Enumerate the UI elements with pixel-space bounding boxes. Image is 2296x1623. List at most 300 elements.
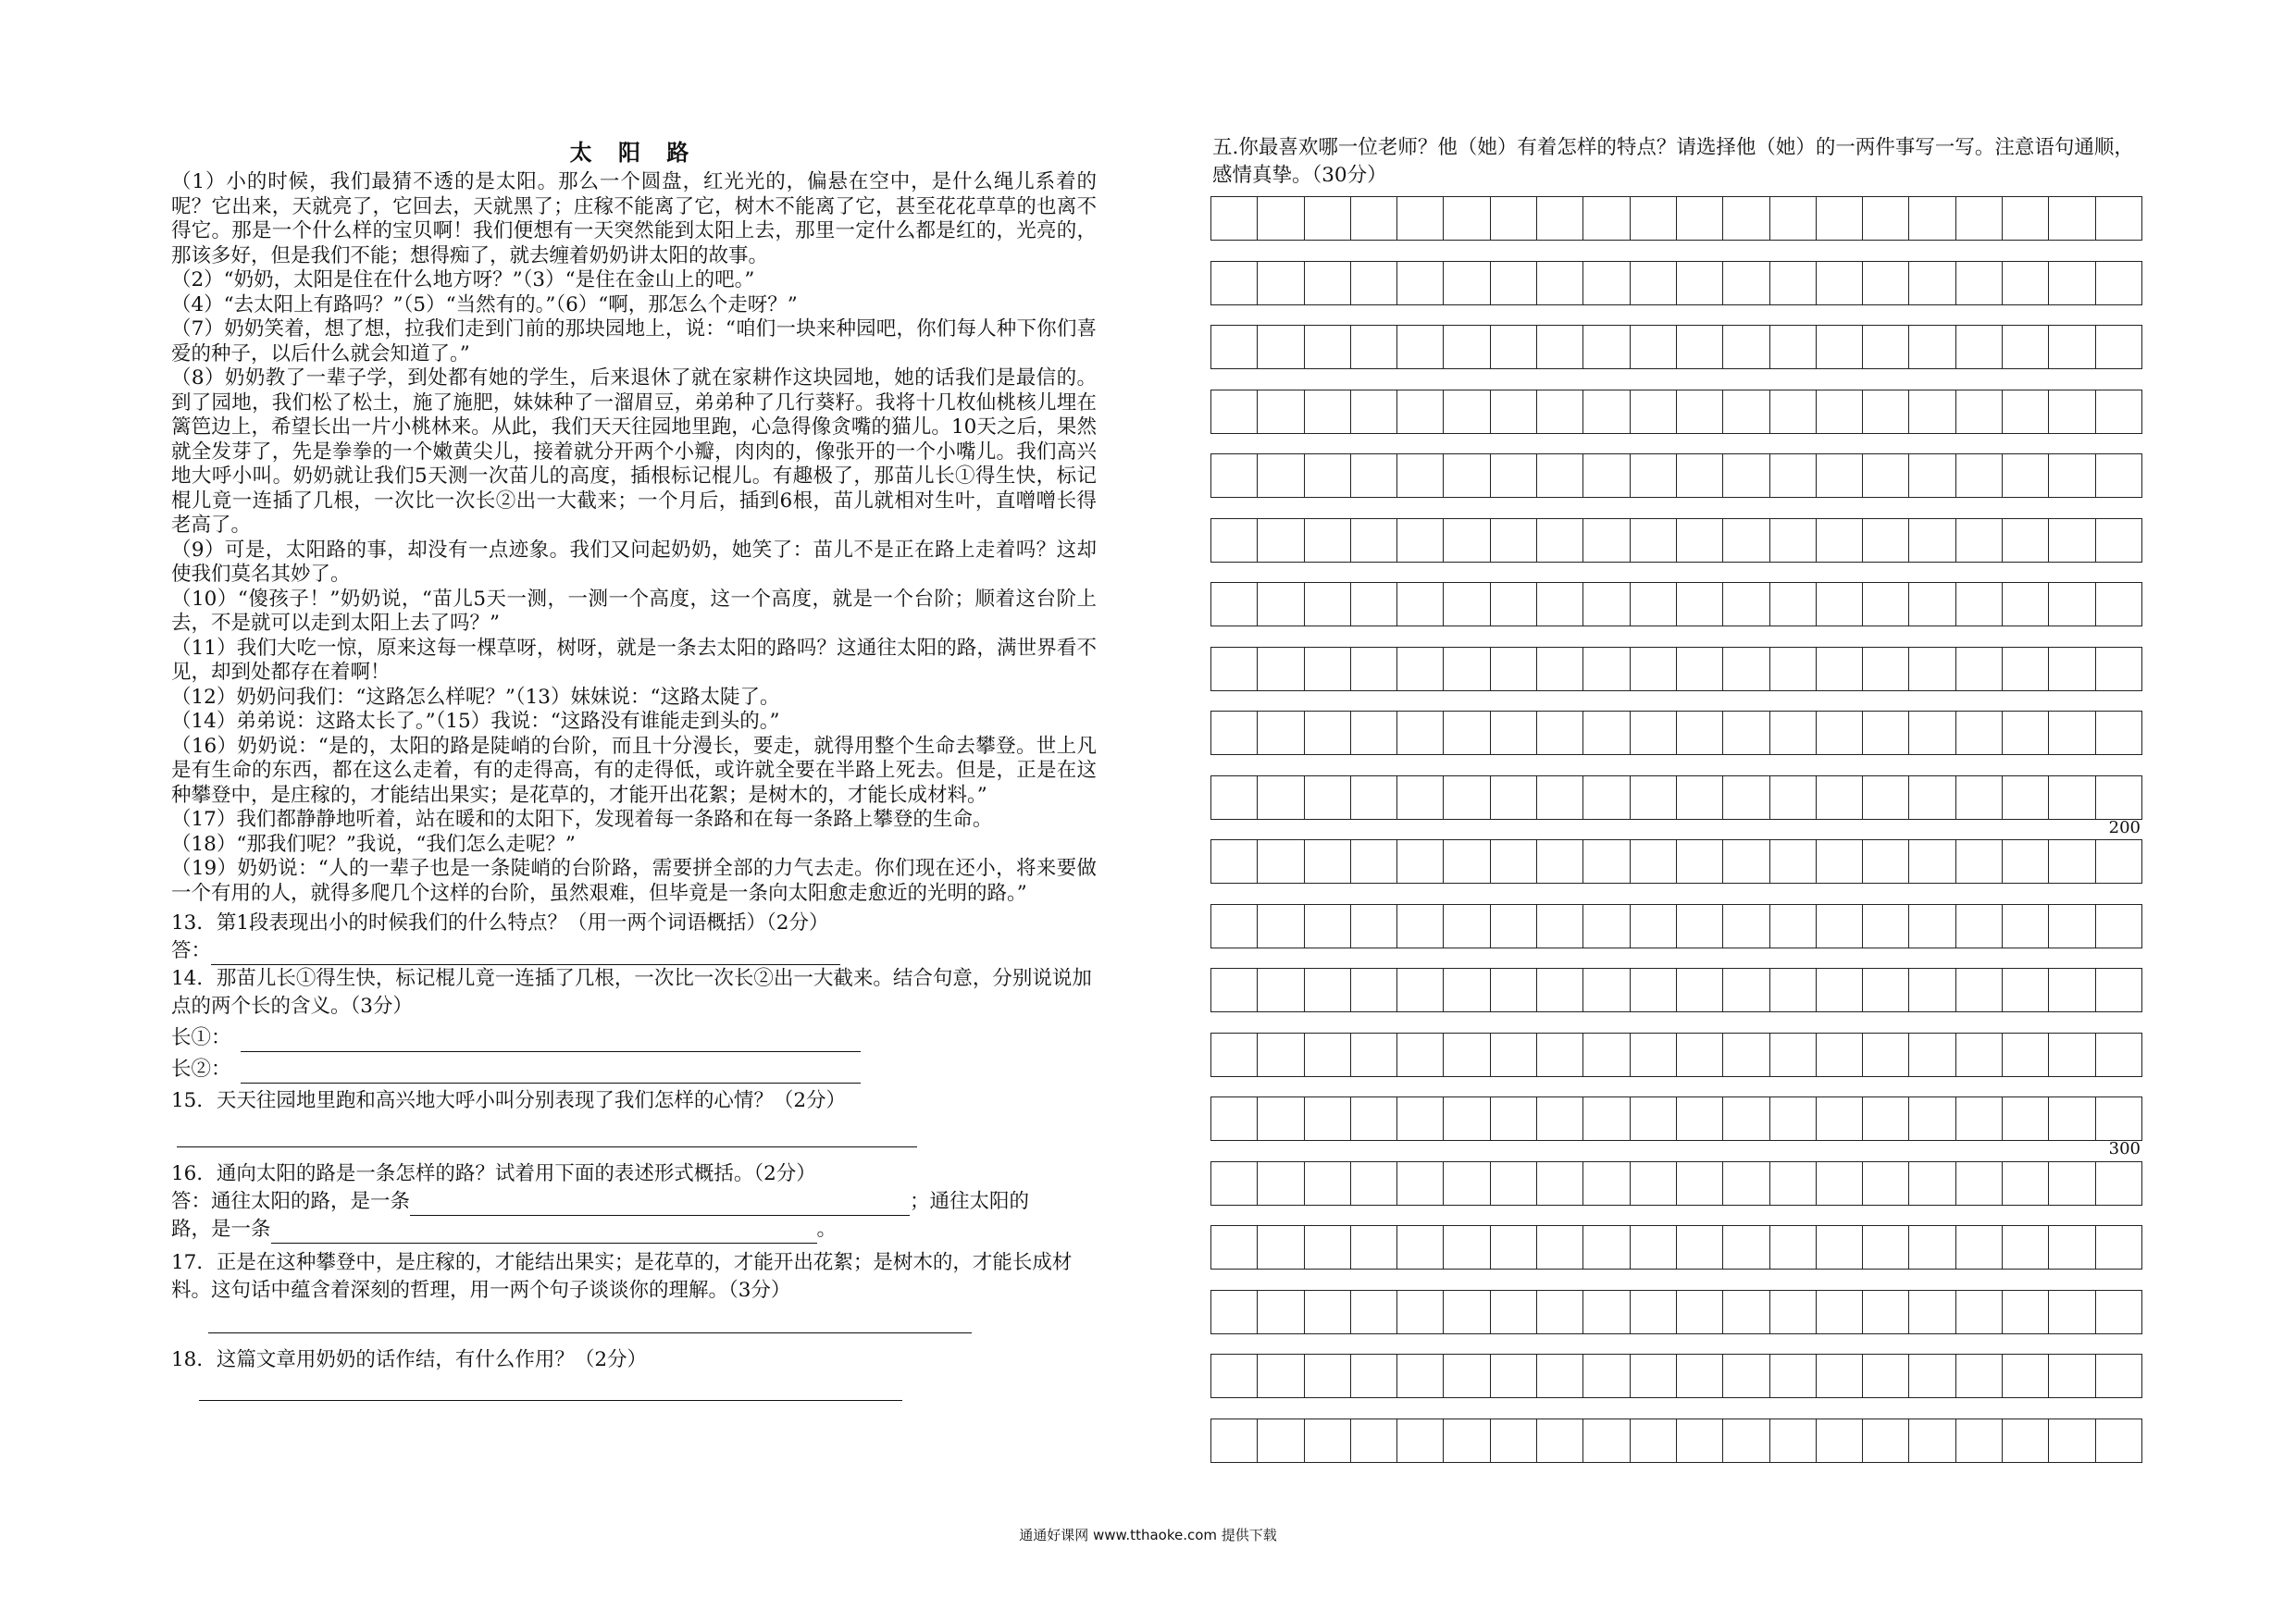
grid-cell[interactable]: [1909, 326, 1955, 368]
grid-cell[interactable]: [1770, 1034, 1817, 1076]
grid-cell[interactable]: [1351, 454, 1397, 497]
grid-cell[interactable]: [2049, 648, 2095, 690]
grid-cell[interactable]: [1583, 840, 1630, 883]
grid-row[interactable]: [1210, 453, 2142, 498]
grid-cell[interactable]: [1770, 262, 1817, 304]
grid-cell[interactable]: [1956, 776, 2003, 819]
grid-row[interactable]: [1210, 775, 2142, 820]
grid-cell[interactable]: [1817, 776, 1863, 819]
grid-cell[interactable]: [2096, 197, 2141, 240]
grid-cell[interactable]: [2003, 1291, 2049, 1333]
grid-cell[interactable]: [1909, 1291, 1955, 1333]
grid-cell[interactable]: [1444, 648, 1490, 690]
grid-cell[interactable]: [1258, 1291, 1304, 1333]
grid-cell[interactable]: [1677, 390, 1723, 433]
grid-cell[interactable]: [2003, 1097, 2049, 1140]
grid-row[interactable]: [1210, 1354, 2142, 1398]
grid-cell[interactable]: [2003, 1226, 2049, 1269]
grid-cell[interactable]: [1909, 1355, 1955, 1397]
grid-cell[interactable]: [2096, 262, 2141, 304]
grid-cell[interactable]: [1583, 454, 1630, 497]
grid-cell[interactable]: [2049, 840, 2095, 883]
grid-cell[interactable]: [1723, 840, 1769, 883]
grid-cell[interactable]: [1211, 1226, 1258, 1269]
grid-cell[interactable]: [1305, 197, 1351, 240]
grid-cell[interactable]: [1491, 262, 1537, 304]
grid-row[interactable]: [1210, 904, 2142, 948]
grid-cell[interactable]: [1723, 1291, 1769, 1333]
grid-cell[interactable]: [1444, 1291, 1490, 1333]
grid-cell[interactable]: [1397, 262, 1444, 304]
grid-cell[interactable]: [1863, 1291, 1909, 1333]
grid-cell[interactable]: [1817, 1291, 1863, 1333]
grid-cell[interactable]: [1631, 454, 1677, 497]
grid-cell[interactable]: [1491, 454, 1537, 497]
grid-cell[interactable]: [1631, 1291, 1677, 1333]
grid-cell[interactable]: [1537, 648, 1583, 690]
grid-cell[interactable]: [1397, 390, 1444, 433]
grid-cell[interactable]: [1770, 969, 1817, 1011]
grid-cell[interactable]: [1723, 776, 1769, 819]
grid-cell[interactable]: [1631, 969, 1677, 1011]
grid-cell[interactable]: [1583, 1226, 1630, 1269]
grid-cell[interactable]: [1491, 648, 1537, 690]
grid-cell[interactable]: [1631, 1162, 1677, 1205]
grid-cell[interactable]: [1677, 969, 1723, 1011]
grid-cell[interactable]: [1537, 969, 1583, 1011]
grid-cell[interactable]: [1211, 840, 1258, 883]
grid-cell[interactable]: [1491, 1034, 1537, 1076]
grid-cell[interactable]: [1770, 1419, 1817, 1462]
grid-cell[interactable]: [1770, 390, 1817, 433]
grid-cell[interactable]: [1258, 1355, 1304, 1397]
grid-cell[interactable]: [1817, 197, 1863, 240]
grid-cell[interactable]: [1677, 1097, 1723, 1140]
grid-cell[interactable]: [1909, 262, 1955, 304]
grid-cell[interactable]: [1397, 1162, 1444, 1205]
grid-cell[interactable]: [1351, 1355, 1397, 1397]
grid-cell[interactable]: [1397, 1226, 1444, 1269]
grid-cell[interactable]: [1491, 1097, 1537, 1140]
grid-cell[interactable]: [1770, 1355, 1817, 1397]
grid-cell[interactable]: [1909, 390, 1955, 433]
grid-cell[interactable]: [1444, 1034, 1490, 1076]
grid-cell[interactable]: [2003, 519, 2049, 562]
grid-cell[interactable]: [1863, 390, 1909, 433]
grid-cell[interactable]: [1211, 326, 1258, 368]
grid-cell[interactable]: [2049, 1034, 2095, 1076]
grid-cell[interactable]: [2049, 197, 2095, 240]
grid-cell[interactable]: [2003, 712, 2049, 754]
grid-cell[interactable]: [1631, 1226, 1677, 1269]
grid-cell[interactable]: [1631, 1355, 1677, 1397]
grid-cell[interactable]: [1537, 776, 1583, 819]
grid-cell[interactable]: [2003, 1162, 2049, 1205]
grid-cell[interactable]: [1863, 583, 1909, 626]
grid-cell[interactable]: [1770, 712, 1817, 754]
grid-cell[interactable]: [1631, 840, 1677, 883]
grid-row[interactable]: [1210, 1225, 2142, 1270]
grid-cell[interactable]: [2096, 1419, 2141, 1462]
grid-cell[interactable]: [1956, 326, 2003, 368]
grid-cell[interactable]: [2003, 648, 2049, 690]
grid-cell[interactable]: [1863, 1034, 1909, 1076]
grid-cell[interactable]: [1258, 390, 1304, 433]
grid-cell[interactable]: [1956, 1034, 2003, 1076]
grid-cell[interactable]: [1397, 776, 1444, 819]
grid-cell[interactable]: [1677, 1226, 1723, 1269]
grid-cell[interactable]: [1258, 326, 1304, 368]
grid-cell[interactable]: [1817, 390, 1863, 433]
grid-cell[interactable]: [1444, 776, 1490, 819]
grid-cell[interactable]: [1677, 776, 1723, 819]
grid-cell[interactable]: [1583, 648, 1630, 690]
grid-cell[interactable]: [1956, 262, 2003, 304]
answer-line-15[interactable]: [177, 1128, 917, 1147]
grid-cell[interactable]: [1723, 326, 1769, 368]
grid-cell[interactable]: [1444, 519, 1490, 562]
grid-cell[interactable]: [1351, 1162, 1397, 1205]
grid-cell[interactable]: [1305, 776, 1351, 819]
grid-cell[interactable]: [2049, 583, 2095, 626]
grid-cell[interactable]: [1677, 197, 1723, 240]
grid-cell[interactable]: [1723, 583, 1769, 626]
grid-cell[interactable]: [1817, 583, 1863, 626]
grid-cell[interactable]: [1211, 262, 1258, 304]
grid-cell[interactable]: [1770, 1291, 1817, 1333]
grid-cell[interactable]: [1956, 1355, 2003, 1397]
grid-cell[interactable]: [1258, 1419, 1304, 1462]
grid-cell[interactable]: [1583, 1097, 1630, 1140]
grid-cell[interactable]: [1956, 1226, 2003, 1269]
grid-cell[interactable]: [1351, 1034, 1397, 1076]
grid-cell[interactable]: [1211, 1291, 1258, 1333]
grid-cell[interactable]: [1677, 905, 1723, 948]
grid-cell[interactable]: [1537, 1226, 1583, 1269]
grid-cell[interactable]: [1770, 648, 1817, 690]
grid-cell[interactable]: [1770, 905, 1817, 948]
grid-cell[interactable]: [1770, 583, 1817, 626]
grid-cell[interactable]: [1677, 1162, 1723, 1205]
grid-cell[interactable]: [2049, 326, 2095, 368]
grid-cell[interactable]: [2096, 583, 2141, 626]
grid-cell[interactable]: [2049, 1355, 2095, 1397]
grid-cell[interactable]: [1956, 1291, 2003, 1333]
grid-cell[interactable]: [1863, 1419, 1909, 1462]
answer-line-14-1[interactable]: [241, 1051, 861, 1052]
grid-cell[interactable]: [1537, 712, 1583, 754]
grid-cell[interactable]: [1863, 519, 1909, 562]
grid-cell[interactable]: [1444, 840, 1490, 883]
grid-cell[interactable]: [1770, 776, 1817, 819]
grid-cell[interactable]: [1258, 583, 1304, 626]
grid-cell[interactable]: [1583, 583, 1630, 626]
grid-cell[interactable]: [1397, 1419, 1444, 1462]
grid-cell[interactable]: [1909, 519, 1955, 562]
grid-cell[interactable]: [1817, 326, 1863, 368]
grid-cell[interactable]: [1491, 776, 1537, 819]
grid-cell[interactable]: [1909, 776, 1955, 819]
grid-cell[interactable]: [1258, 840, 1304, 883]
grid-cell[interactable]: [1258, 1162, 1304, 1205]
grid-cell[interactable]: [1863, 326, 1909, 368]
grid-cell[interactable]: [1444, 583, 1490, 626]
grid-cell[interactable]: [1956, 969, 2003, 1011]
grid-cell[interactable]: [1258, 262, 1304, 304]
grid-cell[interactable]: [1677, 262, 1723, 304]
grid-cell[interactable]: [2049, 969, 2095, 1011]
grid-cell[interactable]: [1631, 583, 1677, 626]
grid-cell[interactable]: [1351, 197, 1397, 240]
grid-cell[interactable]: [1909, 905, 1955, 948]
grid-cell[interactable]: [1677, 840, 1723, 883]
answer-line-17[interactable]: [208, 1314, 972, 1333]
grid-cell[interactable]: [1956, 1419, 2003, 1462]
grid-cell[interactable]: [1397, 1291, 1444, 1333]
grid-cell[interactable]: [1211, 583, 1258, 626]
grid-cell[interactable]: [1583, 1291, 1630, 1333]
grid-cell[interactable]: [2003, 1355, 2049, 1397]
grid-cell[interactable]: [1351, 262, 1397, 304]
grid-cell[interactable]: [1444, 326, 1490, 368]
grid-cell[interactable]: [1909, 454, 1955, 497]
grid-cell[interactable]: [1258, 712, 1304, 754]
grid-cell[interactable]: [1583, 262, 1630, 304]
grid-cell[interactable]: [1211, 390, 1258, 433]
grid-cell[interactable]: [1491, 1291, 1537, 1333]
grid-cell[interactable]: [1863, 648, 1909, 690]
grid-cell[interactable]: [2096, 840, 2141, 883]
grid-cell[interactable]: [2049, 712, 2095, 754]
grid-cell[interactable]: [1770, 1162, 1817, 1205]
grid-cell[interactable]: [2049, 1162, 2095, 1205]
grid-cell[interactable]: [2003, 197, 2049, 240]
grid-cell[interactable]: [1444, 1419, 1490, 1462]
grid-cell[interactable]: [1909, 712, 1955, 754]
grid-cell[interactable]: [1583, 1419, 1630, 1462]
grid-cell[interactable]: [1537, 905, 1583, 948]
grid-cell[interactable]: [1909, 969, 1955, 1011]
grid-cell[interactable]: [1863, 262, 1909, 304]
grid-cell[interactable]: [1723, 1162, 1769, 1205]
grid-cell[interactable]: [1631, 712, 1677, 754]
grid-cell[interactable]: [1631, 262, 1677, 304]
grid-cell[interactable]: [1677, 1355, 1723, 1397]
grid-cell[interactable]: [1817, 969, 1863, 1011]
grid-cell[interactable]: [2096, 969, 2141, 1011]
grid-cell[interactable]: [2003, 390, 2049, 433]
grid-cell[interactable]: [1817, 712, 1863, 754]
grid-cell[interactable]: [1211, 776, 1258, 819]
grid-cell[interactable]: [1583, 776, 1630, 819]
grid-cell[interactable]: [1863, 776, 1909, 819]
grid-cell[interactable]: [2049, 1419, 2095, 1462]
grid-cell[interactable]: [1909, 840, 1955, 883]
grid-cell[interactable]: [1723, 648, 1769, 690]
grid-cell[interactable]: [2049, 519, 2095, 562]
grid-cell[interactable]: [2096, 1162, 2141, 1205]
grid-cell[interactable]: [1723, 1034, 1769, 1076]
grid-cell[interactable]: [2003, 454, 2049, 497]
grid-cell[interactable]: [1909, 1419, 1955, 1462]
grid-cell[interactable]: [1211, 454, 1258, 497]
grid-cell[interactable]: [1211, 648, 1258, 690]
grid-row[interactable]: [1210, 196, 2142, 241]
grid-cell[interactable]: [1631, 326, 1677, 368]
grid-cell[interactable]: [1305, 1162, 1351, 1205]
grid-cell[interactable]: [2096, 1291, 2141, 1333]
grid-row[interactable]: [1210, 839, 2142, 884]
grid-cell[interactable]: [1305, 1226, 1351, 1269]
answer-line-18[interactable]: [199, 1381, 902, 1401]
grid-cell[interactable]: [1305, 262, 1351, 304]
grid-cell[interactable]: [2003, 262, 2049, 304]
grid-cell[interactable]: [2049, 1226, 2095, 1269]
grid-cell[interactable]: [1909, 1034, 1955, 1076]
grid-cell[interactable]: [1351, 1226, 1397, 1269]
grid-cell[interactable]: [1956, 1097, 2003, 1140]
grid-cell[interactable]: [1583, 1034, 1630, 1076]
grid-cell[interactable]: [1305, 1097, 1351, 1140]
grid-cell[interactable]: [1583, 390, 1630, 433]
grid-cell[interactable]: [1909, 1162, 1955, 1205]
grid-cell[interactable]: [1723, 262, 1769, 304]
grid-cell[interactable]: [1583, 712, 1630, 754]
grid-cell[interactable]: [1258, 519, 1304, 562]
grid-cell[interactable]: [1723, 519, 1769, 562]
grid-cell[interactable]: [1305, 969, 1351, 1011]
grid-cell[interactable]: [2096, 326, 2141, 368]
grid-cell[interactable]: [2049, 390, 2095, 433]
grid-cell[interactable]: [1583, 519, 1630, 562]
grid-cell[interactable]: [1397, 1097, 1444, 1140]
grid-cell[interactable]: [1909, 648, 1955, 690]
grid-cell[interactable]: [1863, 840, 1909, 883]
grid-cell[interactable]: [1537, 326, 1583, 368]
grid-cell[interactable]: [1723, 390, 1769, 433]
grid-cell[interactable]: [2096, 905, 2141, 948]
grid-cell[interactable]: [1258, 1226, 1304, 1269]
grid-cell[interactable]: [1258, 776, 1304, 819]
grid-cell[interactable]: [2049, 776, 2095, 819]
grid-cell[interactable]: [1397, 519, 1444, 562]
grid-cell[interactable]: [1397, 840, 1444, 883]
answer-line-16-2[interactable]: [271, 1243, 817, 1244]
grid-cell[interactable]: [1397, 583, 1444, 626]
grid-cell[interactable]: [1491, 1419, 1537, 1462]
grid-cell[interactable]: [1537, 1097, 1583, 1140]
grid-cell[interactable]: [1631, 776, 1677, 819]
grid-cell[interactable]: [1863, 712, 1909, 754]
grid-cell[interactable]: [1351, 326, 1397, 368]
grid-cell[interactable]: [1211, 1355, 1258, 1397]
grid-cell[interactable]: [1537, 390, 1583, 433]
grid-cell[interactable]: [1677, 712, 1723, 754]
grid-cell[interactable]: [1397, 648, 1444, 690]
grid-cell[interactable]: [1863, 905, 1909, 948]
grid-cell[interactable]: [2003, 1419, 2049, 1462]
grid-cell[interactable]: [1723, 454, 1769, 497]
grid-cell[interactable]: [1351, 969, 1397, 1011]
grid-cell[interactable]: [1631, 1034, 1677, 1076]
grid-cell[interactable]: [1909, 197, 1955, 240]
grid-cell[interactable]: [1677, 583, 1723, 626]
grid-cell[interactable]: [2096, 1226, 2141, 1269]
grid-cell[interactable]: [1444, 262, 1490, 304]
grid-cell[interactable]: [1305, 390, 1351, 433]
grid-cell[interactable]: [1211, 712, 1258, 754]
grid-cell[interactable]: [1863, 454, 1909, 497]
grid-cell[interactable]: [1258, 1034, 1304, 1076]
grid-cell[interactable]: [2096, 648, 2141, 690]
grid-cell[interactable]: [1817, 1226, 1863, 1269]
grid-cell[interactable]: [1583, 197, 1630, 240]
grid-cell[interactable]: [1817, 1162, 1863, 1205]
grid-cell[interactable]: [1723, 712, 1769, 754]
grid-cell[interactable]: [1444, 1097, 1490, 1140]
grid-cell[interactable]: [1491, 1162, 1537, 1205]
grid-cell[interactable]: [2096, 390, 2141, 433]
grid-cell[interactable]: [1956, 454, 2003, 497]
grid-cell[interactable]: [2003, 326, 2049, 368]
grid-row[interactable]: [1210, 1419, 2142, 1463]
grid-cell[interactable]: [1397, 1034, 1444, 1076]
grid-cell[interactable]: [1631, 1097, 1677, 1140]
grid-cell[interactable]: [1211, 1419, 1258, 1462]
grid-cell[interactable]: [1305, 1355, 1351, 1397]
grid-row[interactable]: [1210, 1161, 2142, 1206]
grid-cell[interactable]: [1723, 197, 1769, 240]
grid-cell[interactable]: [1351, 583, 1397, 626]
grid-cell[interactable]: [2049, 262, 2095, 304]
grid-cell[interactable]: [1631, 1419, 1677, 1462]
grid-row[interactable]: [1210, 390, 2142, 434]
grid-cell[interactable]: [1677, 519, 1723, 562]
grid-cell[interactable]: [1677, 648, 1723, 690]
grid-cell[interactable]: [1305, 1034, 1351, 1076]
grid-row[interactable]: [1210, 647, 2142, 691]
grid-cell[interactable]: [1305, 583, 1351, 626]
grid-cell[interactable]: [1397, 712, 1444, 754]
grid-cell[interactable]: [1863, 969, 1909, 1011]
answer-line-14-2[interactable]: [241, 1083, 861, 1084]
grid-cell[interactable]: [1956, 905, 2003, 948]
grid-cell[interactable]: [1444, 1162, 1490, 1205]
grid-cell[interactable]: [1351, 1419, 1397, 1462]
grid-cell[interactable]: [1631, 390, 1677, 433]
grid-cell[interactable]: [1537, 1355, 1583, 1397]
grid-cell[interactable]: [2096, 519, 2141, 562]
grid-row[interactable]: [1210, 711, 2142, 755]
grid-cell[interactable]: [1817, 648, 1863, 690]
grid-cell[interactable]: [2096, 712, 2141, 754]
grid-cell[interactable]: [1583, 326, 1630, 368]
grid-cell[interactable]: [1631, 197, 1677, 240]
grid-cell[interactable]: [1444, 390, 1490, 433]
grid-cell[interactable]: [2049, 454, 2095, 497]
grid-cell[interactable]: [2003, 583, 2049, 626]
grid-cell[interactable]: [1770, 1226, 1817, 1269]
grid-cell[interactable]: [1491, 1355, 1537, 1397]
grid-row[interactable]: [1210, 968, 2142, 1012]
grid-cell[interactable]: [1583, 905, 1630, 948]
grid-cell[interactable]: [2003, 1034, 2049, 1076]
grid-cell[interactable]: [1305, 1419, 1351, 1462]
grid-cell[interactable]: [1817, 1097, 1863, 1140]
grid-cell[interactable]: [2096, 1355, 2141, 1397]
grid-cell[interactable]: [2003, 969, 2049, 1011]
grid-cell[interactable]: [1723, 1355, 1769, 1397]
